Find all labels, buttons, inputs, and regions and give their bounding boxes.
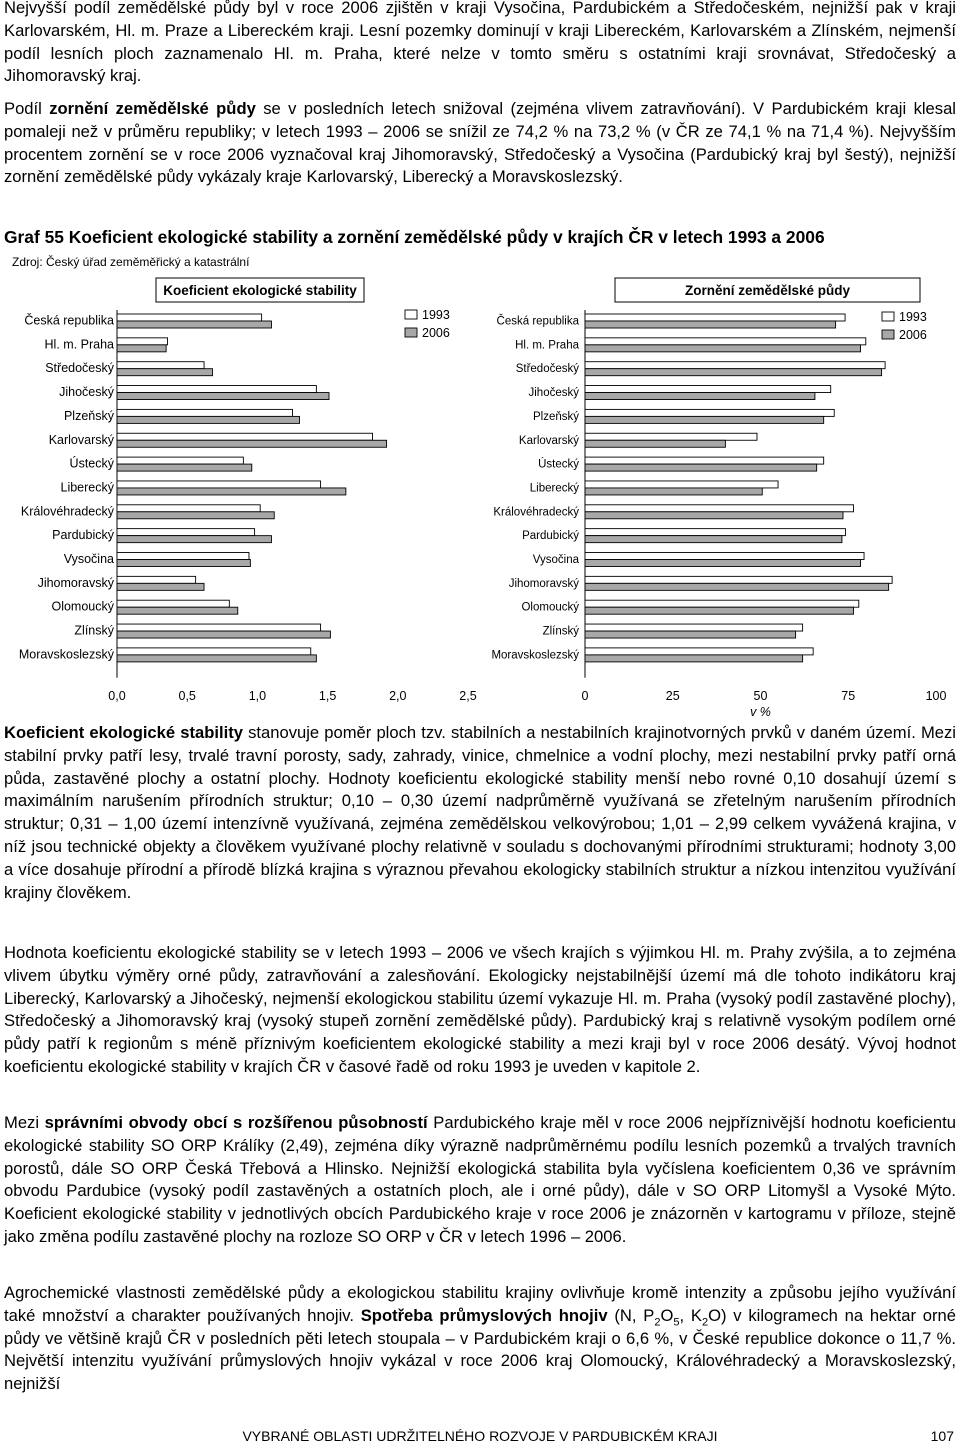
bar-2006 [585,607,854,614]
bar-1993 [117,553,249,560]
category-label: Hl. m. Praha [515,339,579,352]
bar-2006 [585,416,824,423]
category-label: Vysočina [532,554,579,566]
bar-2006 [117,321,271,328]
bar-2006 [585,345,861,352]
text-run: Mezi [4,1113,45,1132]
x-tick-label: 100 [925,688,947,703]
category-label: Česká republika [24,313,114,328]
text-run: stanovuje poměr ploch tzv. stabilních a nestabilních krajinotvorných prvků v daném území. Mezi stabilní prvky patří lesy, trvalé travní porosty, sady, zahrady, vinice, chmelnice a vodní plochy, mezi nestabilní prvky patří orná půda, zastavěné plochy a ostatní plochy. Hodnoty koeficientu ekologické stability menší nebo rovné 0,10 dosahují území s maximálním narušením přírodních struktur; 0,10 – 0,30 území nadprůměrně využívaná se zřetelným narušením přírodních struktur; 0,31 – 1,00 území intenzívně využívaná, zejména zemědělskou velkovýrobou; 1,01 – 2,99 celkem vyvážená krajina, v níž jsou technické objekty a člověkem využívané plochy relativně v souladu s dochovanými přírodními strukturami; hodnoty 3,00 a více dosahuje přírodní a přírodě blízká krajina s výraznou převahou ekologicky stabilních struktur a nízkou intenzitou využívání krajiny člověkem. [4,723,956,902]
category-label: Jihočeský [528,387,579,400]
bar-1993 [117,338,168,345]
category-label: Jihomoravský [508,577,579,590]
category-label: Karlovarský [48,432,114,447]
text-run: O) v kilogramech na hektar orné půdy ve většině krajů ČR v posledních pěti letech stoupala – v Pardubickém kraji o 6,6 %, v České republice dokonce o 11,7 %. Největší intenzitu využívání průmyslových hnojiv vykázal v roce 2006 kraj Olomoucký, Královéhradecký a Moravskoslezský, nejnižší [4,1305,956,1394]
bar-2006 [117,512,274,519]
bar-1993 [117,409,293,416]
x-axis-label: v % [750,704,771,719]
legend-label: 1993 [899,310,927,324]
category-label: Zlínský [74,623,114,638]
category-label: Karlovarský [518,434,579,447]
bar-2006 [117,536,271,543]
category-label: Středočeský [515,363,579,376]
bar-1993 [585,505,854,512]
x-tick-label: 50 [753,688,768,703]
bar-2006 [117,369,212,376]
bar-2006 [117,655,316,662]
legend-swatch-2006 [405,328,417,337]
bar-1993 [117,457,243,464]
graph-source: Zdroj: Český úřad zeměměřický a katastrální [12,255,250,269]
bar-2006 [585,536,842,543]
text-run: Pardubického kraje měl v roce 2006 nejpříznivější hodnotu koeficientu ekologické stability SO ORP Králíky (2,49), zejména díky výrazně nadprůměrnému podílu lesních pozemků a trvalých travních porostů, dále SO ORP Česká Třebová a Hlinsko. Nejnižší ekologická stabilita byla vyčíslena koeficientem 0,36 ve správním obvodu Pardubice (vysoký podíl zastavěných a ostatních ploch, ale i orné půdy), dále v SO ORP Litomyšl a Vysoké Mýto. Koeficient ekologické stability v jednotlivých obcích Pardubického kraje v roce 2006 je znázorněn v kartogramu v příloze, stejně jako změna podílu zastavěné plochy na rozloze SO ORP v ČR v letech 1996 – 2006. [4,1113,956,1246]
legend-label: 2006 [899,328,927,342]
subscript: 2 [701,1316,709,1329]
bar-1993 [117,505,260,512]
bar-2006 [585,464,817,471]
category-label: Liberecký [529,482,579,495]
graph-title: Graf 55 Koeficient ekologické stability a zornění zemědělské půdy v krajích ČR v letech 1993 a 2006 [4,227,825,247]
category-label: Plzeňský [532,410,579,423]
bar-1993 [585,648,813,655]
page-number: 107 [930,1428,954,1444]
text-run: O [660,1305,674,1325]
text-run: , K [679,1305,702,1325]
bar-2006 [585,369,882,376]
bar-2006 [585,655,803,662]
x-tick-label: 75 [841,688,856,703]
legend-label: 2006 [422,326,450,340]
bar-1993 [585,553,864,560]
bar-2006 [117,560,250,567]
x-tick-label: 0,0 [108,688,126,703]
paragraph-kes-development: Hodnota koeficientu ekologické stability se v letech 1993 – 2006 ve všech krajích s výjimkou Hl. m. Prahy zvýšila, a to zejména vlivem úbytku výměry orné půdy, zatravňování a zalesňování. Ekologicky nejstabilnější území má dle tohoto indikátoru kraj Liberecký, Karlovarský a Jihočeský, nejmenší ekologickou stabilitu území vykazuje Hl. m. Praha (vysoký podíl zastavěné plochy), Středočeský a Jihomoravský kraj (vysoký stupeň zornění zemědělské půdy). Pardubický kraj s relativně vysokým podílem orné půdy patří k regionům s méně příznivým koeficientem ekologické stability a mezi kraji byl v roce 2006 desátý. Vývoj hodnot koeficientu ekologické stability v krajích ČR v časové řadě od roku 1993 je uveden v kapitole 2. [4,943,956,1076]
bar-2006 [585,321,836,328]
paragraph-orp [4,1112,956,1249]
bar-1993 [585,338,866,345]
bold-term: zornění zemědělské půdy [49,99,256,118]
bar-1993 [117,433,373,440]
paragraph-land-share: Nejvyšší podíl zemědělské půdy byl v roce 2006 zjištěn v kraji Vysočina, Pardubickém a Středočeském, nejnižší pak v kraji Karlovarském, Hl. m. Praze a Libereckém kraji. Lesní pozemky dominují v kraji Libereckém, Karlovarském a Zlínském, nejmenší podíl lesních ploch zaznamenalo Hl. m. Praha, které nelze v tomto směru s ostatními kraji srovnávat, Středočeský a Jihomoravský kraj. [4,0,956,86]
bar-2006 [117,464,252,471]
charts-svg [0,270,960,720]
category-label: Hl. m. Praha [44,337,114,352]
bar-2006 [585,631,796,638]
bar-1993 [585,624,803,631]
bar-2006 [117,488,346,495]
category-label: Pardubický [52,528,114,543]
bar-2006 [585,488,762,495]
footer-title: VYBRANÉ OBLASTI UDRŽITELNÉHO ROZVOJE V PARDUBICKÉM KRAJI [242,1428,718,1444]
bar-1993 [585,457,824,464]
subscript: 5 [673,1316,680,1329]
chart-title: Zornění zemědělské půdy [684,283,851,298]
bar-1993 [117,362,204,369]
legend-swatch-1993 [882,312,894,321]
bar-1993 [117,386,316,393]
paragraph-kes-definition [4,722,956,904]
text-run: Podíl [4,99,50,118]
bar-1993 [117,624,321,631]
text-run: (N, P [607,1305,655,1325]
bar-2006 [117,345,166,352]
category-label: Královéhradecký [493,506,579,519]
bar-2006 [585,440,725,447]
paragraph-arable-share [4,98,956,189]
subscript: 2 [654,1316,661,1329]
category-label: Ústecký [69,456,114,471]
x-tick-label: 25 [665,688,680,703]
category-label: Královéhradecký [20,504,114,519]
category-label: Olomoucký [51,599,114,614]
bar-2006 [117,607,238,614]
category-label: Moravskoslezský [491,649,579,662]
bar-2006 [117,583,204,590]
category-label: Moravskoslezský [18,647,114,662]
bar-2006 [585,583,889,590]
bar-1993 [585,529,845,536]
category-label: Jihočeský [59,385,114,400]
category-label: Středočeský [45,361,114,376]
text-run: Agrochemické vlastnosti zemědělské půdy a ekologickou stabilitu krajiny ovlivňuje kromě intenzity a způsobu jejího využívání také množství a charakter používaných hnojiv. [4,1283,956,1325]
category-label: Jihomoravský [37,575,114,590]
x-tick-label: 1,5 [318,688,337,703]
bar-2006 [117,416,300,423]
bold-term: Spotřeba průmyslových hnojiv [360,1305,608,1325]
bar-2006 [585,560,861,567]
paragraph-fertilizers [4,1282,956,1396]
bar-1993 [585,409,834,416]
category-label: Vysočina [63,552,114,566]
bar-1993 [117,314,262,321]
bar-1993 [585,481,778,488]
bar-2006 [117,440,387,447]
category-label: Ústecký [538,458,579,471]
bar-1993 [117,529,255,536]
category-label: Liberecký [60,480,114,495]
chart-title: Koeficient ekologické stability [163,283,357,298]
bold-term: Koeficient ekologické stability [4,723,243,742]
category-label: Olomoucký [521,601,579,614]
bar-1993 [117,600,229,607]
category-label: Česká republika [496,315,579,328]
bar-1993 [585,433,757,440]
charts-container [0,270,960,720]
bar-1993 [117,576,196,583]
bar-1993 [585,314,845,321]
category-label: Zlínský [542,625,579,638]
bar-1993 [585,362,885,369]
bar-2006 [585,393,815,400]
bar-2006 [117,631,330,638]
category-label: Pardubický [522,530,579,543]
legend-label: 1993 [422,308,450,322]
bar-1993 [585,600,859,607]
bar-1993 [117,648,311,655]
bold-term: správními obvody obcí s rozšířenou působností [44,1113,428,1132]
text-run: se v posledních letech snižoval (zejména vlivem zatravňování). V Pardubickém kraji klesal pomaleji než v průměru republiky; v letech 1993 – 2006 se snížil ze 74,2 % na 73,2 % (v ČR ze 74,1 % na 71,4 %). Nejvyšším procentem zornění se v roce 2006 vyznačoval kraj Jihomoravský, Středočeský a Vysočina (Pardubický kraj byl šestý), nejnižší zornění zemědělské půdy vykázaly kraje Karlovarský, Liberecký a Moravskoslezský. [4,99,956,187]
x-tick-label: 2,5 [459,688,477,703]
bar-2006 [585,512,843,519]
x-tick-label: 1,0 [248,688,267,703]
x-tick-label: 0 [581,688,589,703]
legend-swatch-2006 [882,330,894,339]
bar-1993 [117,481,321,488]
legend-swatch-1993 [405,310,417,319]
x-tick-label: 2,0 [389,688,407,703]
bar-2006 [117,393,329,400]
category-label: Plzeňský [63,408,114,423]
bar-1993 [585,576,892,583]
bar-1993 [585,386,831,393]
x-tick-label: 0,5 [178,688,196,703]
